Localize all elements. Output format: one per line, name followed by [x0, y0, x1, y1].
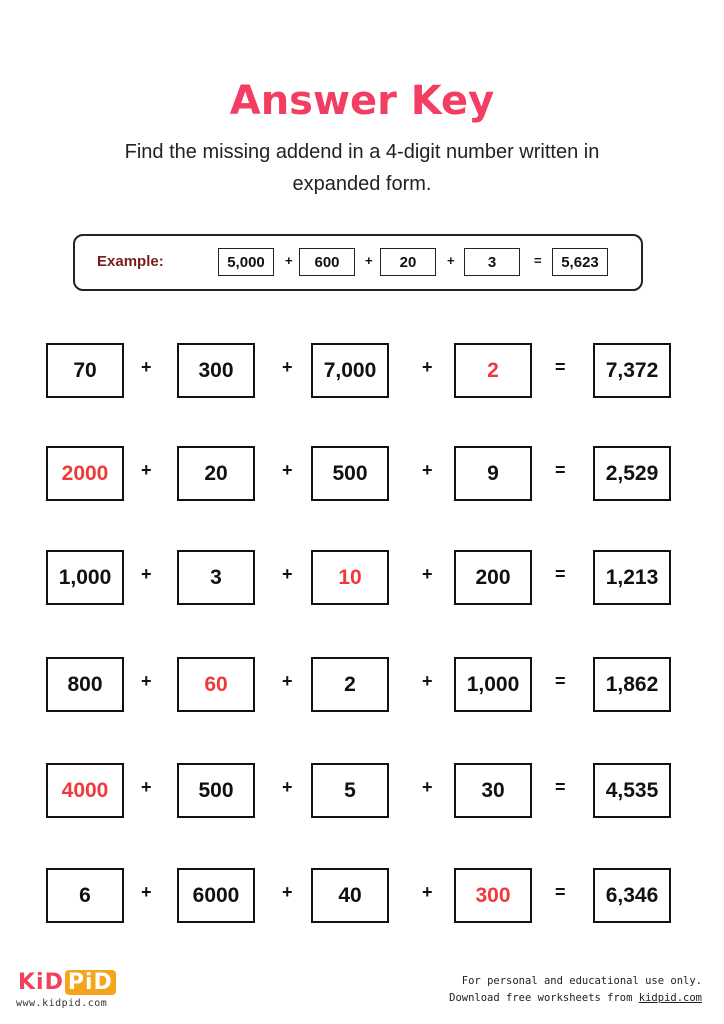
kidpid-logo	[18, 970, 116, 995]
addend-box: 9	[454, 446, 532, 501]
footer-line-1: For personal and educational use only.	[461, 975, 702, 987]
plus-sign: +	[422, 671, 433, 691]
addend-box: 1,000	[454, 657, 532, 712]
sum-box: 2,529	[593, 446, 671, 501]
footer-note	[449, 973, 702, 1007]
sum-box: 1,213	[593, 550, 671, 605]
plus-sign: +	[282, 882, 293, 902]
example-term-4: 3	[464, 248, 520, 276]
plus-sign: +	[282, 564, 293, 584]
example-term-2: 600	[299, 248, 355, 276]
addend-box: 40	[311, 868, 389, 923]
addend-box: 6000	[177, 868, 255, 923]
example-plus-3: +	[447, 253, 455, 268]
addend-box: 7,000	[311, 343, 389, 398]
example-panel	[73, 234, 643, 291]
addend-box: 6	[46, 868, 124, 923]
plus-sign: +	[282, 357, 293, 377]
addend-box: 70	[46, 343, 124, 398]
plus-sign: +	[282, 460, 293, 480]
addend-box: 300	[177, 343, 255, 398]
footer-link[interactable]: kidpid.com	[638, 992, 702, 1004]
answer-box: 2	[454, 343, 532, 398]
answer-box: 2000	[46, 446, 124, 501]
plus-sign: +	[422, 357, 433, 377]
sum-box: 6,346	[593, 868, 671, 923]
equals-sign: =	[555, 671, 566, 691]
example-term-1: 5,000	[218, 248, 274, 276]
footer-line-2: Download free worksheets from	[449, 992, 639, 1004]
plus-sign: +	[282, 671, 293, 691]
example-term-3: 20	[380, 248, 436, 276]
answer-box: 300	[454, 868, 532, 923]
addend-box: 20	[177, 446, 255, 501]
answer-box: 10	[311, 550, 389, 605]
answer-box: 4000	[46, 763, 124, 818]
logo-pid: PiD	[65, 970, 116, 995]
example-label: Example:	[97, 253, 164, 270]
plus-sign: +	[141, 564, 152, 584]
equals-sign: =	[555, 564, 566, 584]
plus-sign: +	[141, 777, 152, 797]
instructions: Find the missing addend in a 4-digit number written in expanded form.	[124, 141, 600, 195]
example-equals: =	[534, 253, 542, 268]
plus-sign: +	[422, 564, 433, 584]
addend-box: 500	[177, 763, 255, 818]
example-plus-2: +	[365, 253, 373, 268]
plus-sign: +	[422, 777, 433, 797]
plus-sign: +	[282, 777, 293, 797]
plus-sign: +	[422, 882, 433, 902]
plus-sign: +	[141, 882, 152, 902]
example-plus-1: +	[285, 253, 293, 268]
addend-box: 200	[454, 550, 532, 605]
plus-sign: +	[141, 671, 152, 691]
sum-box: 7,372	[593, 343, 671, 398]
logo-url: www.kidpid.com	[16, 998, 108, 1009]
page-title: Answer Key	[229, 78, 495, 124]
sum-box: 1,862	[593, 657, 671, 712]
example-result: 5,623	[552, 248, 608, 276]
answer-box: 60	[177, 657, 255, 712]
addend-box: 800	[46, 657, 124, 712]
addend-box: 30	[454, 763, 532, 818]
plus-sign: +	[422, 460, 433, 480]
logo-kid: KiD	[18, 970, 64, 995]
addend-box: 500	[311, 446, 389, 501]
addend-box: 5	[311, 763, 389, 818]
addend-box: 1,000	[46, 550, 124, 605]
addend-box: 2	[311, 657, 389, 712]
equals-sign: =	[555, 460, 566, 480]
equals-sign: =	[555, 882, 566, 902]
equals-sign: =	[555, 777, 566, 797]
sum-box: 4,535	[593, 763, 671, 818]
plus-sign: +	[141, 460, 152, 480]
plus-sign: +	[141, 357, 152, 377]
addend-box: 3	[177, 550, 255, 605]
equals-sign: =	[555, 357, 566, 377]
